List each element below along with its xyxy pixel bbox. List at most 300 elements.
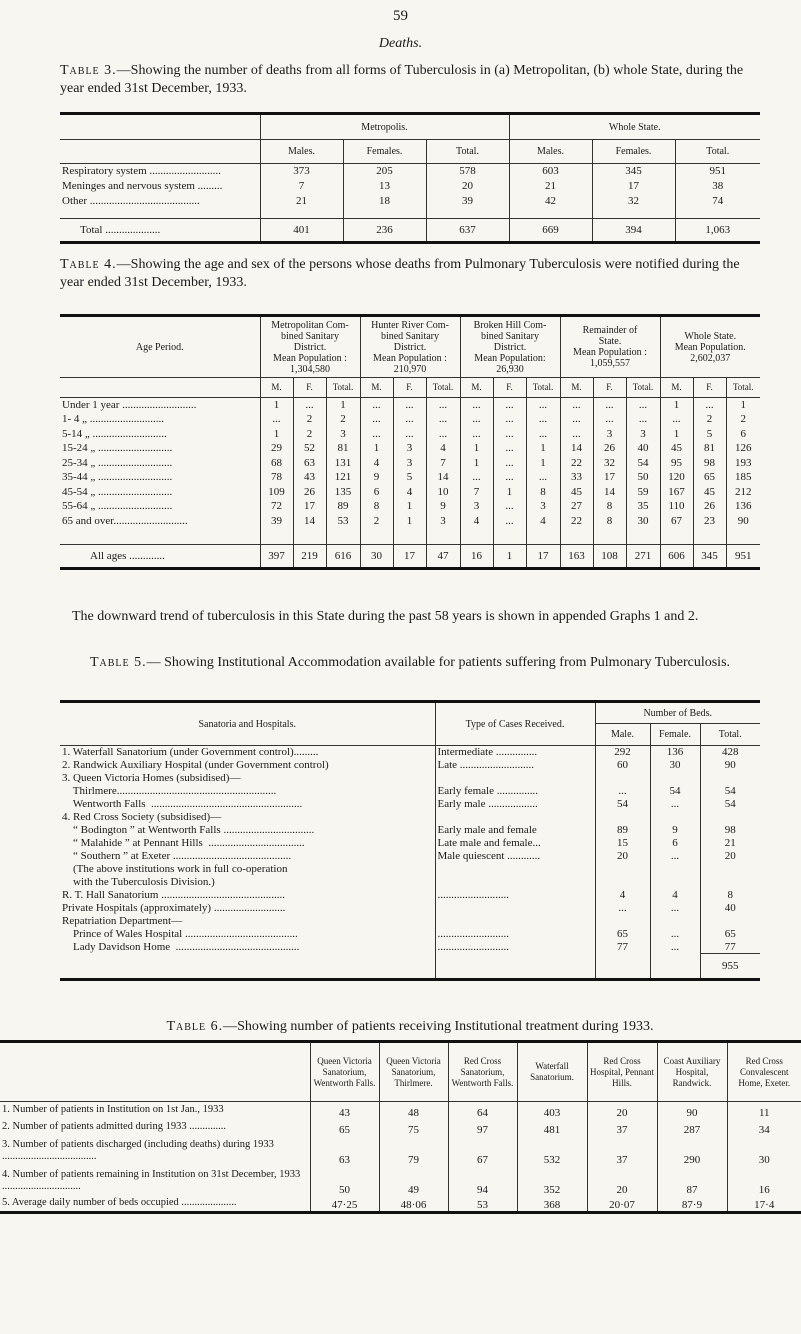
t6-col-header: Queen Victoria Sanatorium, Wentworth Falls. bbox=[310, 1042, 379, 1102]
t3-row bbox=[60, 179, 760, 194]
t4-total-cell: 17 bbox=[393, 544, 426, 568]
t4-row bbox=[60, 441, 760, 456]
t4-cell: 67 bbox=[660, 514, 693, 529]
t4-cell: 6 bbox=[726, 427, 760, 442]
t6-row-label: 4. Number of patients remaining in Institution on 31st December, 1933 .............................. bbox=[2, 1168, 301, 1192]
t5-case-type bbox=[435, 902, 595, 915]
t5-case-type: Early male and female bbox=[435, 824, 595, 837]
t4-spacer-cell bbox=[726, 528, 760, 544]
t5-row bbox=[60, 928, 760, 941]
t6-cell: 532 bbox=[517, 1136, 587, 1166]
t4-cell: 45 bbox=[660, 441, 693, 456]
t5-row bbox=[60, 811, 760, 824]
t3-cell: 345 bbox=[592, 164, 675, 179]
t3-cell: 951 bbox=[675, 164, 760, 179]
t4-spacer-cell bbox=[326, 528, 360, 544]
t5-row bbox=[60, 785, 760, 798]
t4-cell: ... bbox=[426, 398, 460, 413]
t5-cell bbox=[595, 876, 650, 889]
t4-age-label: 15-24 „ ........................... bbox=[62, 442, 173, 455]
t4-cell: 78 bbox=[260, 470, 293, 485]
t4-district-line: bined Sanitary bbox=[380, 330, 440, 342]
t6-row-label: 1. Number of patients in Institution on 1st Jan., 1933 bbox=[2, 1104, 224, 1116]
t4-sex-header: F. bbox=[393, 378, 426, 398]
t6-cell: 49 bbox=[379, 1166, 448, 1196]
table-6-caption bbox=[60, 1018, 760, 1036]
t6-row bbox=[0, 1119, 801, 1136]
t5-cell bbox=[650, 772, 700, 785]
t5-cell: 292 bbox=[595, 746, 650, 759]
t5-cell: 89 bbox=[595, 824, 650, 837]
t6-cell: 20·07 bbox=[587, 1196, 657, 1213]
t4-district-line: 1,304,580 bbox=[290, 363, 330, 375]
t6-cell: 65 bbox=[310, 1119, 379, 1136]
t5-cell bbox=[650, 863, 700, 876]
page-number: 59 bbox=[393, 8, 408, 24]
t5-cell: ... bbox=[595, 902, 650, 915]
t5-cell: 65 bbox=[595, 928, 650, 941]
t4-cell: 33 bbox=[560, 470, 593, 485]
t4-cell: 135 bbox=[326, 485, 360, 500]
t6-cell: 90 bbox=[657, 1102, 727, 1119]
t5-cell: 428 bbox=[700, 746, 760, 759]
t4-total-cell: 16 bbox=[460, 544, 493, 568]
t5-bed-subheader: Male. bbox=[595, 724, 650, 746]
t4-spacer-cell bbox=[560, 528, 593, 544]
t4-cell: 14 bbox=[293, 514, 326, 529]
t4-cell: ... bbox=[460, 470, 493, 485]
t4-cell: 26 bbox=[293, 485, 326, 500]
t4-row bbox=[60, 398, 760, 413]
t5-row bbox=[60, 889, 760, 902]
t4-cell: ... bbox=[526, 412, 560, 427]
t4-cell: 39 bbox=[260, 514, 293, 529]
t5-row bbox=[60, 798, 760, 811]
t5-case-type: Male quiescent ............ bbox=[435, 850, 595, 863]
t5-institution: (The above institutions work in full co-operation bbox=[62, 863, 288, 875]
t4-cell: ... bbox=[493, 398, 526, 413]
t5-cell bbox=[650, 876, 700, 889]
t4-cell: 29 bbox=[260, 441, 293, 456]
t4-cell: 63 bbox=[293, 456, 326, 471]
t4-cell: 4 bbox=[526, 514, 560, 529]
t5-cell: 4 bbox=[650, 889, 700, 902]
t5-cell: 40 bbox=[700, 902, 760, 915]
t5-total-blank bbox=[650, 954, 700, 980]
t4-cell: 2 bbox=[726, 412, 760, 427]
t4-total-cell: 606 bbox=[660, 544, 693, 568]
t5-cell: 6 bbox=[650, 837, 700, 850]
t4-cell: 9 bbox=[426, 499, 460, 514]
t5-case-type: Early female ............... bbox=[435, 785, 595, 798]
t6-cell: 20 bbox=[587, 1166, 657, 1196]
table-6-title: —Showing number of patients receiving Institutional treatment during 1933. bbox=[223, 1019, 654, 1034]
t5-case-type: .......................... bbox=[435, 928, 595, 941]
t4-cell: 9 bbox=[360, 470, 393, 485]
t4-cell: ... bbox=[560, 412, 593, 427]
t4-cell: 59 bbox=[626, 485, 660, 500]
t5-institution: 4. Red Cross Society (subsidised)— bbox=[62, 811, 222, 823]
t4-district-line: Remainder of bbox=[582, 325, 638, 336]
t3-cell: 74 bbox=[675, 194, 760, 209]
t4-cell: 1 bbox=[460, 456, 493, 471]
t4-row bbox=[60, 427, 760, 442]
t6-cell: 30 bbox=[727, 1136, 801, 1166]
t5-row bbox=[60, 772, 760, 785]
t6-col-header: Coast Auxiliary Hospital, Randwick. bbox=[657, 1042, 727, 1102]
t4-district-line: Metropolitan Com- bbox=[271, 319, 349, 331]
t4-district-line: bined Sanitary bbox=[280, 330, 340, 342]
table-5-caption bbox=[60, 654, 760, 672]
t4-cell: 1 bbox=[660, 398, 693, 413]
t4-cell: 17 bbox=[293, 499, 326, 514]
t4-cell: 6 bbox=[360, 485, 393, 500]
t6-cell: 79 bbox=[379, 1136, 448, 1166]
t3-cell: 21 bbox=[260, 194, 343, 209]
t4-district-line: 1,059,557 bbox=[590, 358, 630, 369]
table-3 bbox=[60, 112, 760, 244]
t5-total-row bbox=[60, 954, 760, 980]
t4-row bbox=[60, 514, 760, 529]
t4-total-row bbox=[60, 544, 760, 568]
t4-total-cell: 345 bbox=[693, 544, 726, 568]
t3-cell: 32 bbox=[592, 194, 675, 209]
t4-cell: 81 bbox=[326, 441, 360, 456]
t4-cell: 52 bbox=[293, 441, 326, 456]
t4-spacer-cell bbox=[593, 528, 626, 544]
t5-institution: Lady Davidson Home ............................................. bbox=[62, 941, 300, 953]
t4-cell: 136 bbox=[726, 499, 760, 514]
t4-cell: ... bbox=[526, 427, 560, 442]
t4-district-line: bined Sanitary bbox=[480, 330, 540, 342]
t6-cell: 50 bbox=[310, 1166, 379, 1196]
table-4-title: —Showing the age and sex of the persons whose deaths from Pulmonary Tuberculosis were notified during the year ended 31st December, 1933. bbox=[60, 257, 740, 290]
t4-district-line: 2,602,037 bbox=[690, 352, 731, 364]
t3-cell: 13 bbox=[343, 179, 426, 194]
t6-cell: 48 bbox=[379, 1102, 448, 1119]
t4-cell: 7 bbox=[426, 456, 460, 471]
t6-col-header: Red Cross Convalescent Home, Exeter. bbox=[727, 1042, 801, 1102]
t5-institution-header: Sanatoria and Hospitals. bbox=[198, 718, 296, 730]
t4-total-cell: 30 bbox=[360, 544, 393, 568]
t3-spacer-cell bbox=[675, 209, 760, 219]
t5-cell: 20 bbox=[595, 850, 650, 863]
t4-cell: 40 bbox=[626, 441, 660, 456]
t3-group-metropolis: Metropolis. bbox=[260, 114, 509, 140]
t4-cell: 26 bbox=[593, 441, 626, 456]
t4-cell: ... bbox=[526, 398, 560, 413]
t5-row bbox=[60, 746, 760, 759]
t5-row bbox=[60, 915, 760, 928]
t5-row bbox=[60, 876, 760, 889]
t5-cell: 136 bbox=[650, 746, 700, 759]
t4-cell: 43 bbox=[293, 470, 326, 485]
t4-cell: ... bbox=[560, 398, 593, 413]
t4-district-line: District. bbox=[393, 341, 427, 353]
t4-cell: 81 bbox=[693, 441, 726, 456]
t4-cell: 3 bbox=[393, 456, 426, 471]
table-4 bbox=[60, 314, 760, 570]
t5-total-blank bbox=[60, 954, 435, 980]
t3-spacer bbox=[60, 209, 760, 219]
t6-row bbox=[0, 1136, 801, 1166]
table-5 bbox=[60, 700, 760, 981]
t4-cell: ... bbox=[493, 470, 526, 485]
t3-col-header: Total. bbox=[675, 140, 760, 164]
t4-cell: 121 bbox=[326, 470, 360, 485]
t5-institution: Wentworth Falls ....................................................... bbox=[62, 798, 303, 810]
t4-spacer-cell bbox=[426, 528, 460, 544]
t5-case-type: Intermediate ............... bbox=[435, 746, 595, 759]
t5-case-type: Late ........................... bbox=[435, 759, 595, 772]
t4-cell: 72 bbox=[260, 499, 293, 514]
t5-case-type bbox=[435, 863, 595, 876]
t4-district-header bbox=[660, 316, 760, 378]
t5-cell: 54 bbox=[595, 798, 650, 811]
t4-sex-header: F. bbox=[593, 378, 626, 398]
t4-total-cell: 219 bbox=[293, 544, 326, 568]
t5-grand-total: 955 bbox=[700, 954, 760, 980]
t4-sex-header: Total. bbox=[426, 378, 460, 398]
t4-district-header bbox=[460, 316, 560, 378]
t6-col-header: Red Cross Sanatorium, Wentworth Falls. bbox=[448, 1042, 517, 1102]
t4-cell: ... bbox=[260, 412, 293, 427]
t4-total-cell: 1 bbox=[493, 544, 526, 568]
t4-cell: 3 bbox=[626, 427, 660, 442]
t3-total-label: Total .................... bbox=[80, 224, 161, 236]
t5-cell: ... bbox=[650, 941, 700, 954]
t5-cell bbox=[700, 915, 760, 928]
t4-cell: 53 bbox=[326, 514, 360, 529]
t5-row bbox=[60, 837, 760, 850]
t4-spacer-cell bbox=[493, 528, 526, 544]
t4-row bbox=[60, 470, 760, 485]
t4-district-line: Mean Population : bbox=[373, 352, 447, 364]
t5-type-header: Type of Cases Received. bbox=[435, 702, 595, 746]
t4-cell: 2 bbox=[693, 412, 726, 427]
t6-cell: 368 bbox=[517, 1196, 587, 1213]
t4-sex-header: M. bbox=[460, 378, 493, 398]
t5-institution: R. T. Hall Sanatorium ............................................. bbox=[62, 889, 285, 901]
t6-cell: 47·25 bbox=[310, 1196, 379, 1213]
t4-cell: 3 bbox=[460, 499, 493, 514]
t5-cell: ... bbox=[650, 798, 700, 811]
table-3-caption bbox=[60, 62, 760, 98]
t4-sex-header: M. bbox=[660, 378, 693, 398]
t4-cell: 35 bbox=[626, 499, 660, 514]
t5-cell bbox=[700, 772, 760, 785]
t4-cell: 3 bbox=[393, 441, 426, 456]
t6-cell: 352 bbox=[517, 1166, 587, 1196]
t5-institution: Repatriation Department— bbox=[62, 915, 183, 927]
t4-cell: 2 bbox=[293, 412, 326, 427]
t3-cell: 42 bbox=[509, 194, 592, 209]
t4-row bbox=[60, 485, 760, 500]
t4-cell: 1 bbox=[393, 499, 426, 514]
t4-cell: 14 bbox=[560, 441, 593, 456]
t4-cell: 10 bbox=[426, 485, 460, 500]
t4-total-cell: 108 bbox=[593, 544, 626, 568]
t4-cell: 2 bbox=[293, 427, 326, 442]
t4-total-cell: 271 bbox=[626, 544, 660, 568]
t6-cell: 17·4 bbox=[727, 1196, 801, 1213]
t3-cell: 38 bbox=[675, 179, 760, 194]
t5-cell: ... bbox=[595, 785, 650, 798]
t6-row-label: 3. Number of patients discharged (including deaths) during 1933 .................................... bbox=[2, 1138, 274, 1162]
t4-cell: 14 bbox=[426, 470, 460, 485]
table-5-title: — Showing Institutional Accommodation available for patients suffering from Pulmonary Tuberculosis. bbox=[146, 655, 731, 670]
t3-col-header: Total. bbox=[426, 140, 509, 164]
t4-sex-header: M. bbox=[560, 378, 593, 398]
t3-spacer-cell bbox=[592, 209, 675, 219]
t6-cell: 94 bbox=[448, 1166, 517, 1196]
t5-institution: with the Tuberculosis Division.) bbox=[62, 876, 215, 888]
t4-cell: 95 bbox=[660, 456, 693, 471]
t5-cell: 90 bbox=[700, 759, 760, 772]
t4-cell: 1 bbox=[260, 427, 293, 442]
t4-cell: 3 bbox=[593, 427, 626, 442]
t4-cell: ... bbox=[626, 412, 660, 427]
t4-spacer-cell bbox=[693, 528, 726, 544]
t4-spacer-cell bbox=[360, 528, 393, 544]
t3-row-label: Respiratory system .......................... bbox=[62, 165, 221, 178]
t3-row bbox=[60, 164, 760, 179]
t4-age-label: Under 1 year ........................... bbox=[62, 399, 197, 411]
t5-institution: Thirlmere.......................................................... bbox=[62, 785, 277, 797]
t5-institution: “ Southern ” at Exeter ........................................... bbox=[62, 850, 292, 862]
t5-cell: 54 bbox=[700, 798, 760, 811]
t4-cell: 50 bbox=[626, 470, 660, 485]
t3-total-cell: 236 bbox=[343, 219, 426, 243]
t4-sex-header: F. bbox=[293, 378, 326, 398]
t4-cell: 1 bbox=[526, 456, 560, 471]
t4-cell: 4 bbox=[426, 441, 460, 456]
t5-institution: Prince of Wales Hospital ......................................... bbox=[62, 928, 298, 940]
t3-spacer-cell bbox=[60, 209, 260, 219]
t3-total-cell: 669 bbox=[509, 219, 592, 243]
t4-cell: ... bbox=[426, 412, 460, 427]
t4-district-line: Broken Hill Com- bbox=[473, 319, 547, 331]
t4-cell: 30 bbox=[626, 514, 660, 529]
t5-cell bbox=[700, 876, 760, 889]
table-3-label: Table 3. bbox=[60, 63, 117, 78]
t3-cell: 21 bbox=[509, 179, 592, 194]
t4-district-line: District. bbox=[293, 341, 327, 353]
t4-cell: 2 bbox=[326, 412, 360, 427]
t4-cell: 8 bbox=[593, 499, 626, 514]
t4-spacer-cell bbox=[260, 528, 293, 544]
t5-case-type bbox=[435, 772, 595, 785]
t4-district-line: District. bbox=[493, 341, 527, 353]
t4-cell: ... bbox=[426, 427, 460, 442]
t5-cell: 54 bbox=[650, 785, 700, 798]
t4-cell: 212 bbox=[726, 485, 760, 500]
t4-cell: 1 bbox=[493, 485, 526, 500]
table-5-label: Table 5. bbox=[89, 655, 147, 670]
t6-row bbox=[0, 1102, 801, 1119]
t3-row-label: Other ........................................ bbox=[62, 195, 200, 207]
t4-cell: ... bbox=[493, 514, 526, 529]
t5-case-type bbox=[435, 811, 595, 824]
t4-cell: 26 bbox=[693, 499, 726, 514]
t4-cell: ... bbox=[393, 412, 426, 427]
tuberculosis-trend-paragraph: The downward trend of tuberculosis in this State during the past 58 years is shown in appended Graphs 1 and 2. bbox=[72, 609, 699, 624]
t4-total-cell: 616 bbox=[326, 544, 360, 568]
t6-cell: 97 bbox=[448, 1119, 517, 1136]
t3-total-cell: 637 bbox=[426, 219, 509, 243]
t4-sex-header: Total. bbox=[726, 378, 760, 398]
t5-case-type: .......................... bbox=[435, 941, 595, 954]
t4-row bbox=[60, 499, 760, 514]
t4-cell: ... bbox=[460, 412, 493, 427]
t6-cell: 11 bbox=[727, 1102, 801, 1119]
t5-cell bbox=[700, 811, 760, 824]
t6-row bbox=[0, 1196, 801, 1213]
table-4-label: Table 4. bbox=[60, 257, 117, 272]
t5-row bbox=[60, 759, 760, 772]
t4-cell: 1 bbox=[260, 398, 293, 413]
t3-row-label: Meninges and nervous system ......... bbox=[62, 180, 223, 192]
t3-col-header: Males. bbox=[260, 140, 343, 164]
t4-cell: ... bbox=[493, 441, 526, 456]
t5-row bbox=[60, 902, 760, 915]
t5-cell: ... bbox=[650, 928, 700, 941]
t4-spacer-cell bbox=[460, 528, 493, 544]
t5-row bbox=[60, 850, 760, 863]
t4-cell: 4 bbox=[460, 514, 493, 529]
t5-institution: “ Malahide ” at Pennant Hills ................................... bbox=[62, 837, 305, 849]
t4-cell: ... bbox=[693, 398, 726, 413]
t4-cell: 98 bbox=[693, 456, 726, 471]
t4-cell: 90 bbox=[726, 514, 760, 529]
t4-cell: 1 bbox=[526, 441, 560, 456]
t3-total-row bbox=[60, 219, 760, 243]
t4-district-line: 210,970 bbox=[393, 363, 427, 375]
t5-cell: 20 bbox=[700, 850, 760, 863]
t5-cell: 77 bbox=[700, 941, 760, 954]
t4-cell: 22 bbox=[560, 456, 593, 471]
t4-cell: 89 bbox=[326, 499, 360, 514]
t6-row-label: 5. Average daily number of beds occupied ..................... bbox=[2, 1197, 237, 1209]
t4-district-line: Mean Population: bbox=[474, 352, 546, 364]
t4-cell: ... bbox=[593, 398, 626, 413]
t5-cell bbox=[595, 811, 650, 824]
t4-cell: 17 bbox=[593, 470, 626, 485]
t5-row bbox=[60, 863, 760, 876]
t6-cell: 16 bbox=[727, 1166, 801, 1196]
t6-cell: 403 bbox=[517, 1102, 587, 1119]
t4-cell: 14 bbox=[593, 485, 626, 500]
t3-spacer-cell bbox=[426, 209, 509, 219]
t4-cell: ... bbox=[360, 427, 393, 442]
t4-sex-header: Total. bbox=[326, 378, 360, 398]
t4-cell: ... bbox=[660, 412, 693, 427]
t4-cell: ... bbox=[626, 398, 660, 413]
t4-sex-header: F. bbox=[693, 378, 726, 398]
t4-total-label: All ages ............. bbox=[90, 549, 165, 562]
t5-total-blank bbox=[595, 954, 650, 980]
t5-bed-subheader: Female. bbox=[650, 724, 700, 746]
t4-cell: 32 bbox=[593, 456, 626, 471]
t4-age-label: 25-34 „ ........................... bbox=[62, 456, 173, 469]
t4-sex-header: Total. bbox=[626, 378, 660, 398]
t3-cell: 603 bbox=[509, 164, 592, 179]
t6-col-header: Waterfall Sanatorium. bbox=[517, 1042, 587, 1102]
t4-cell: 7 bbox=[460, 485, 493, 500]
t4-cell: 1 bbox=[460, 441, 493, 456]
t5-row bbox=[60, 941, 760, 954]
t3-total-cell: 394 bbox=[592, 219, 675, 243]
